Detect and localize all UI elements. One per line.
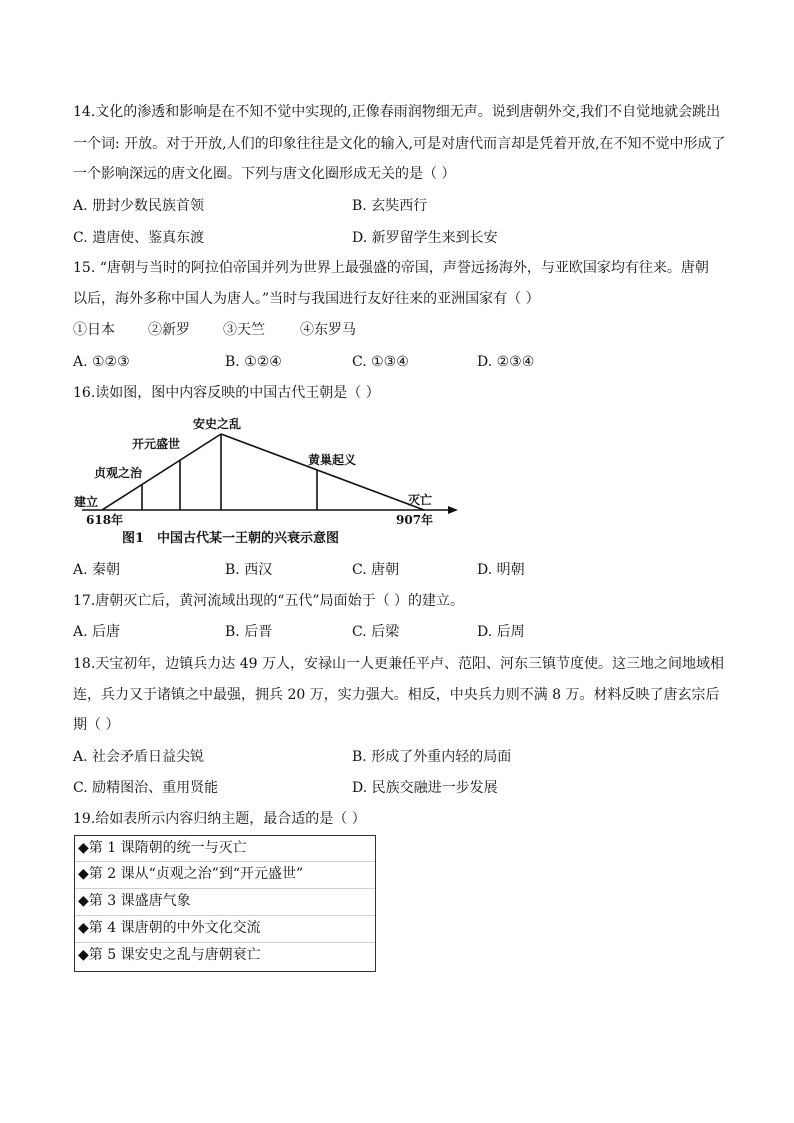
dynasty-rise-fall-figure	[72, 414, 462, 550]
q17-option-c[interactable]: C. 后梁	[352, 624, 400, 640]
q18-stem-line-3: 期（ ）	[73, 717, 120, 733]
table-divider	[75, 942, 375, 943]
label-kaiyuan: 开元盛世	[132, 437, 181, 451]
q17-option-b[interactable]: B. 后晋	[225, 624, 273, 640]
table-divider	[75, 915, 375, 916]
q16-stem: 16.读如图，图中内容反映的中国古代王朝是（ ）	[73, 385, 380, 401]
q14-option-c[interactable]: C. 遣唐使、鉴真东渡	[73, 230, 205, 246]
dynasty-diagram-svg	[72, 414, 462, 550]
q17-stem: 17.唐朝灭亡后，黄河流域出现的“五代”局面始于（ ）的建立。	[73, 593, 465, 609]
label-founding: 建立	[74, 495, 99, 509]
q15-stem-line-1: 15. “唐朝与当时的阿拉伯帝国并列为世界上最强盛的帝国，声誉远扬海外，与亚欧国家均有往来。唐朝	[73, 260, 709, 276]
table-row-4: ◆第 4 课唐朝的中外文化交流	[78, 920, 261, 936]
q19-stem: 19.给如表所示内容归纳主题，最合适的是（ ）	[73, 811, 366, 827]
q15-stem-line-2: 以后，海外多称中国人为唐人。”当时与我国进行友好往来的亚洲国家有（ ）	[73, 291, 540, 307]
table-row-1: ◆第 1 课隋朝的统一与灭亡	[78, 840, 247, 856]
timeline-arrow	[448, 506, 458, 514]
q14-option-a[interactable]: A. 册封少数民族首领	[73, 198, 205, 214]
q18-option-d[interactable]: D. 民族交融进一步发展	[352, 780, 498, 796]
table-divider	[75, 861, 375, 862]
q18-option-c[interactable]: C. 励精图治、重用贤能	[73, 780, 219, 796]
q14-stem-line-2: 一个词: 开放。对于开放,人们的印象往往是文化的输入,可是对唐代而言却是凭着开放,在不知不觉中形成了	[73, 136, 726, 152]
decline-line	[221, 434, 424, 510]
q18-option-b[interactable]: B. 形成了外重内轻的局面	[352, 749, 512, 765]
q15-item-2: ②新罗	[148, 322, 190, 338]
q16-option-b[interactable]: B. 西汉	[225, 562, 273, 578]
q16-option-c[interactable]: C. 唐朝	[352, 562, 400, 578]
q18-option-a[interactable]: A. 社会矛盾日益尖锐	[73, 749, 205, 765]
label-start-year: 618年	[86, 513, 124, 527]
lesson-table	[74, 835, 376, 972]
q15-item-1: ①日本	[73, 322, 115, 338]
q15-item-3: ③天竺	[223, 322, 265, 338]
q15-option-b[interactable]: B. ①②④	[225, 354, 282, 370]
q16-option-d[interactable]: D. 明朝	[477, 562, 525, 578]
q15-item-4: ④东罗马	[300, 322, 356, 338]
q15-option-d[interactable]: D. ②③④	[477, 354, 535, 370]
table-row-5: ◆第 5 课安史之乱与唐朝衰亡	[78, 947, 261, 963]
q14-stem-line-1: 14.文化的渗透和影响是在不知不觉中实现的,正像春雨润物细无声。说到唐朝外交,我们不自觉地就会跳出	[73, 104, 721, 120]
q17-option-a[interactable]: A. 后唐	[73, 624, 121, 640]
q15-option-a[interactable]: A. ①②③	[73, 354, 130, 370]
label-huangchao: 黄巢起义	[308, 453, 357, 467]
label-end-year: 907年	[396, 513, 434, 527]
table-row-2: ◆第 2 课从“贞观之治”到“开元盛世”	[78, 866, 304, 882]
q17-option-d[interactable]: D. 后周	[477, 624, 525, 640]
label-anshi: 安史之乱	[193, 417, 242, 431]
q14-option-b[interactable]: B. 玄奘西行	[352, 198, 428, 214]
q16-option-a[interactable]: A. 秦朝	[73, 562, 121, 578]
q15-option-c[interactable]: C. ①③④	[352, 354, 409, 370]
figure-caption: 图1 中国古代某一王朝的兴衰示意图	[122, 531, 340, 546]
table-divider	[75, 888, 375, 889]
label-zhenguan: 贞观之治	[94, 466, 143, 480]
q14-stem-line-3: 一个影响深远的唐文化圈。下列与唐文化圈形成无关的是（ ）	[73, 166, 456, 182]
table-row-3: ◆第 3 课盛唐气象	[78, 893, 191, 909]
q14-option-d[interactable]: D. 新罗留学生来到长安	[352, 230, 498, 246]
q18-stem-line-2: 连，兵力又于诸镇之中最强，拥兵 20 万，实力强大。相反，中央兵力则不满 8 万。材料反映了唐玄宗后	[73, 687, 720, 703]
label-fall: 灭亡	[408, 493, 433, 507]
q18-stem-line-1: 18.天宝初年，边镇兵力达 49 万人，安禄山一人更兼任平卢、范阳、河东三镇节度使。这三地之间地域相	[73, 656, 724, 672]
